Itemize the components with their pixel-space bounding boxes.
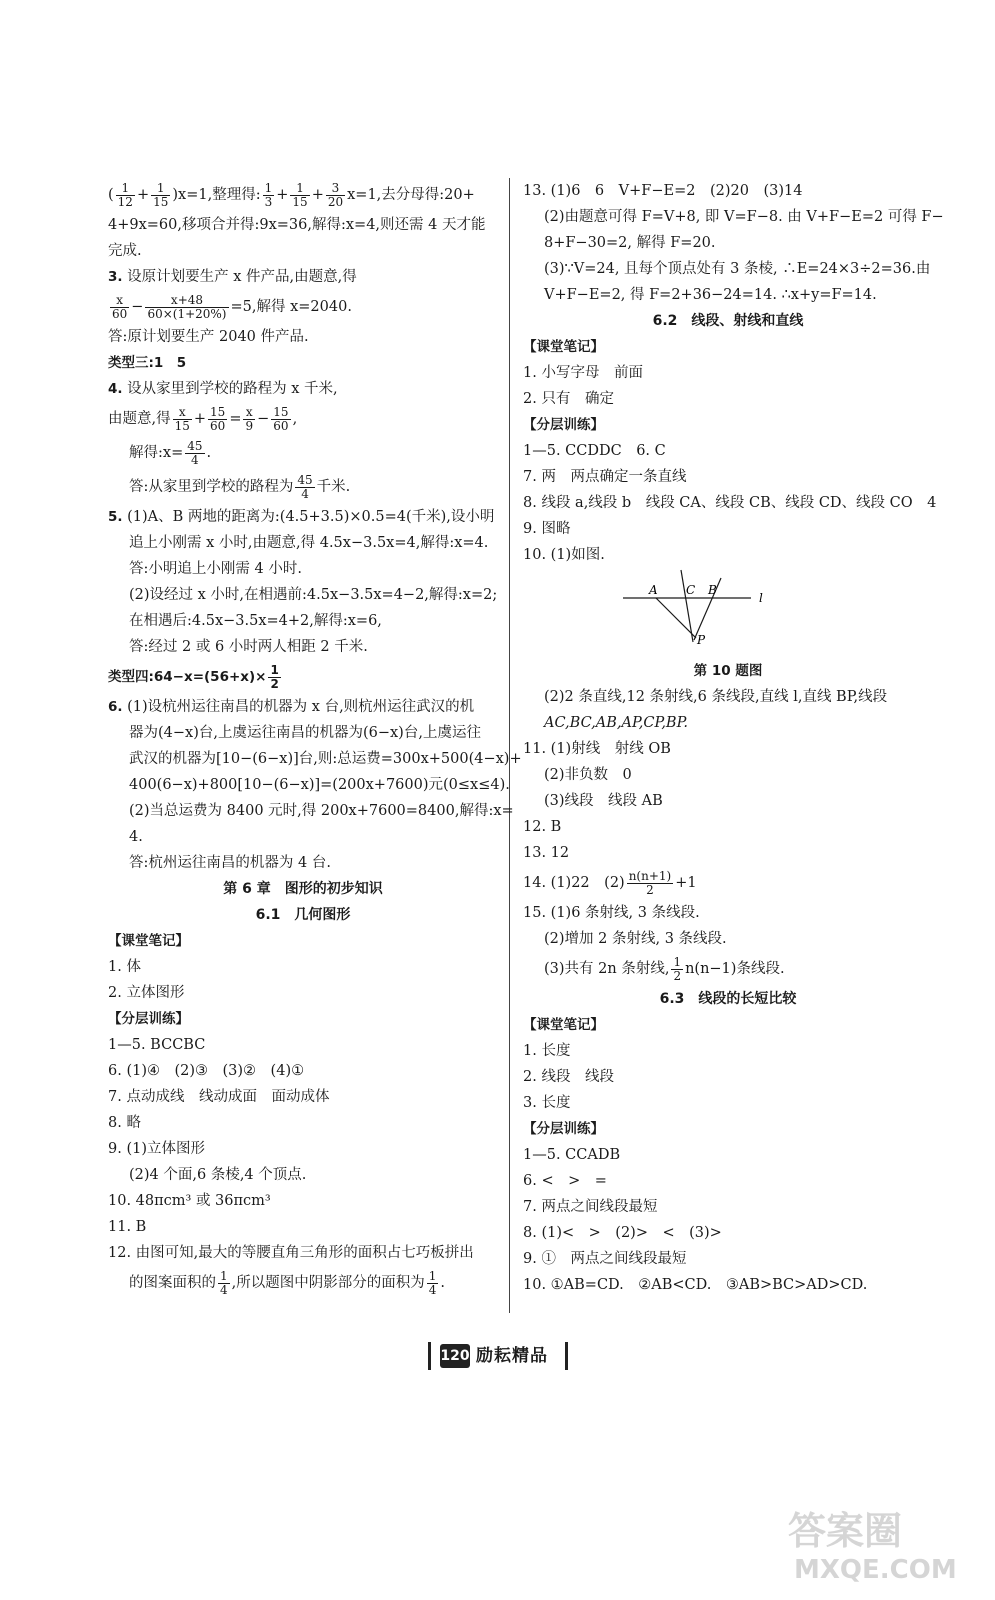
answer-item: 1. 长度 — [523, 1043, 571, 1059]
fraction: $\frac{x+48}{60\times(1+20\%)}$ — [147, 292, 227, 321]
answer-item: 2. 立体图形 — [108, 985, 185, 1001]
fraction: $\frac{1}{15}$ — [292, 180, 308, 209]
section-title: 6.3 线段的长短比较 — [659, 991, 797, 1007]
solution-line: 4+9x=60,移项合并得:9x=36,解得:x=4,则还需 4 天才能 — [108, 217, 486, 233]
fraction: $\frac{x}{15}$ — [174, 404, 190, 433]
answer-item: (3)线段 线段 AB — [544, 793, 663, 809]
section-label: 【分层训练】 — [523, 1121, 604, 1137]
fraction: $\frac{1}{4}$ — [220, 1268, 228, 1297]
chapter-title: 第 6 章 图形的初步知识 — [223, 881, 383, 897]
answer-item: 1—5. BCCBC — [108, 1037, 206, 1053]
answer-item: V+F−E=2, 得 F=2+36−24=14. ∴x+y=F=14. — [544, 287, 877, 303]
fraction: $\frac{1}{15}$ — [153, 180, 169, 209]
solution-line: ( $\frac{1}{12}$ + $\frac{1}{15}$ )x=1,整理得: $\frac{1}{3}$ + $\frac{1}{15}$ + $\frac{3}{20}$ x=1,去分母得:20+ — [108, 180, 475, 209]
solution-line: 完成. — [108, 243, 142, 259]
solution-line: 武汉的机器为[10−(6−x)]台,则:总运费=300x+500(4−x)+ — [129, 751, 522, 767]
answer-item: 10. ①AB=CD. ②AB<CD. ③AB>BC>AD>CD. — [523, 1277, 868, 1293]
solution-line: 解得:x= $\frac{45}{4}$ . — [129, 438, 212, 467]
answer-item: (2)非负数 0 — [544, 767, 632, 783]
fraction: $\frac{45}{4}$ — [187, 438, 203, 467]
footer-bar-right — [565, 1342, 568, 1370]
section-label: 【分层训练】 — [523, 417, 604, 433]
solution-line: 追上小刚需 x 小时,由题意,得 4.5x−3.5x=4,解得:x=4. — [129, 535, 489, 551]
fraction: $\frac{1}{2}$ — [673, 954, 682, 983]
watermark-url: MXQE.COM — [794, 1555, 957, 1585]
label-a: A — [649, 583, 658, 597]
section-title: 6.1 几何图形 — [255, 907, 351, 923]
right-column — [523, 178, 944, 1298]
answer-item: 14. (1)22 (2) $\frac{n(n+1)}{2}$ +1 — [523, 868, 697, 897]
answer-item: 11. B — [108, 1219, 147, 1235]
equation-line: 由题意,得 $\frac{x}{15}$ + $\frac{15}{60}$ = $\frac{x}{9}$ − $\frac{15}{60}$ , — [108, 404, 298, 433]
equation-line: $\frac{x}{60}$ − $\frac{x+48}{60\times(1+20\%)}$ =5,解得 x=2040. — [112, 292, 352, 321]
answer-item: (2)2 条直线,12 条射线,6 条线段,直线 l,直线 BP,线段 — [544, 689, 888, 705]
question-5: 5. (1)A、B 两地的距离为:(4.5+3.5)×0.5=4(千米),设小明 — [108, 509, 495, 525]
left-column — [108, 178, 522, 1300]
line-figure — [523, 568, 933, 658]
answer-item: (2)4 个面,6 条棱,4 个顶点. — [129, 1167, 307, 1183]
answer-item: 6. (1)④ (2)③ (3)② (4)① — [108, 1063, 305, 1079]
answer-item: (3)∵V=24, 且每个顶点处有 3 条棱, ∴E=24×3÷2=36.由 — [544, 261, 931, 277]
solution-line: (2)设经过 x 小时,在相遇前:4.5x−3.5x=4−2,解得:x=2; — [129, 587, 498, 603]
fraction: $\frac{1}{2}$ — [270, 662, 279, 691]
question-6: 6. (1)设杭州运往南昌的机器为 x 台,则杭州运往武汉的机 — [108, 699, 475, 715]
section-label: 【课堂笔记】 — [108, 933, 189, 949]
figure-caption: 第 10 题图 — [693, 663, 763, 679]
answer-item: 2. 只有 确定 — [523, 391, 614, 407]
answer-item: (2)增加 2 条射线, 3 条线段. — [544, 931, 727, 947]
fraction: $\frac{x}{60}$ — [112, 292, 128, 321]
fraction: $\frac{1}{12}$ — [117, 180, 133, 209]
label-l: l — [759, 591, 763, 605]
answer-line: 答:杭州运往南昌的机器为 4 台. — [129, 855, 331, 871]
answer-item: 8. 线段 a,线段 b 线段 CA、线段 CB、线段 CD、线段 CO 4 — [523, 495, 937, 511]
answer-item: AC,BC,AB,AP,CP,BP. — [544, 715, 689, 731]
answer-item: 9. (1)立体图形 — [108, 1141, 205, 1157]
segment-ap — [656, 598, 696, 638]
answer-line: 答:原计划要生产 2040 件产品. — [108, 329, 309, 345]
watermark-logo — [778, 1500, 978, 1586]
section-label: 【课堂笔记】 — [523, 339, 604, 355]
answer-item: 9. 图略 — [523, 521, 571, 537]
type-heading: 类型三:1 5 — [108, 355, 187, 371]
section-label: 【分层训练】 — [108, 1011, 189, 1027]
answer-item: 8. (1)< > (2)> < (3)> — [523, 1225, 722, 1241]
answer-item: (2)由题意可得 F=V+8, 即 V=F−8. 由 V+F−E=2 可得 F− — [544, 209, 944, 225]
page-number: 120 — [440, 1344, 470, 1368]
answer-item: 13. 12 — [523, 845, 570, 861]
type-heading: 类型四:64−x=(56+x)× $\frac{1}{2}$ — [108, 662, 279, 691]
geometry-diagram — [523, 568, 933, 658]
solution-line: 在相遇后:4.5x−3.5x=4+2,解得:x=6, — [129, 613, 382, 629]
answer-item: 1—5. CCDDC 6. C — [523, 443, 666, 459]
fraction: $\frac{1}{3}$ — [264, 180, 273, 209]
answer-item: 1. 小写字母 前面 — [523, 365, 643, 381]
answer-line: 答:经过 2 或 6 小时两人相距 2 千米. — [129, 639, 368, 655]
answer-item: 2. 线段 线段 — [523, 1069, 614, 1085]
answer-item: 1—5. CCADB — [523, 1147, 621, 1163]
answer-item: (3)共有 2n 条射线, $\frac{1}{2}$ n(n−1)条线段. — [544, 954, 785, 983]
label-p: P — [697, 633, 706, 647]
answer-item: 13. (1)6 6 V+F−E=2 (2)20 (3)14 — [523, 183, 803, 199]
answer-item: 7. 点动成线 线动成面 面动成体 — [108, 1089, 330, 1105]
solution-line: 4. — [129, 829, 143, 845]
answer-item: 8+F−30=2, 解得 F=20. — [544, 235, 716, 251]
fraction: $\frac{3}{20}$ — [327, 180, 344, 209]
label-c: C — [686, 583, 696, 597]
footer-bar-left — [428, 1342, 431, 1370]
answer-item: 1. 体 — [108, 959, 141, 975]
label-b: B — [708, 583, 717, 597]
answer-item: 3. 长度 — [523, 1095, 571, 1111]
answer-item: 10. 48πcm³ 或 36πcm³ — [108, 1193, 271, 1209]
solution-line: (2)当总运费为 8400 元时,得 200x+7600=8400,解得:x= — [129, 803, 514, 819]
answer-item: 7. 两 两点确定一条直线 — [523, 469, 687, 485]
fraction: $\frac{1}{4}$ — [428, 1268, 437, 1297]
fraction: $\frac{15}{60}$ — [210, 404, 226, 433]
brand-logo: 励耘精品 — [476, 1346, 548, 1366]
line-cp — [681, 570, 696, 642]
answer-line: 答:从家里到学校的路程为 $\frac{45}{4}$ 千米. — [129, 472, 351, 501]
answer-item: 15. (1)6 条射线, 3 条线段. — [523, 905, 700, 921]
fraction: $\frac{n(n+1)}{2}$ — [628, 868, 672, 897]
fraction: $\frac{15}{60}$ — [273, 404, 289, 433]
answer-item: 的图案面积的 $\frac{1}{4}$ ,所以题图中阴影部分的面积为 $\frac{1}{4}$ . — [129, 1268, 445, 1297]
answer-item: 12. B — [523, 819, 562, 835]
question-3: 3. 设原计划要生产 x 件产品,由题意,得 — [108, 269, 357, 285]
answer-item: 12. 由图可知,最大的等腰直角三角形的面积占七巧板拼出 — [108, 1245, 474, 1261]
fraction: $\frac{x}{9}$ — [245, 404, 254, 433]
solution-line: 器为(4−x)台,上虞运往南昌的机器为(6−x)台,上虞运往 — [129, 725, 481, 741]
answer-item: 11. (1)射线 射线 OB — [523, 741, 671, 757]
watermark-text: 答案圈 — [788, 1509, 903, 1553]
question-4: 4. 设从家里到学校的路程为 x 千米, — [108, 381, 338, 397]
answer-item: 9. ① 两点之间线段最短 — [523, 1251, 687, 1267]
section-title: 6.2 线段、射线和直线 — [652, 313, 804, 329]
page-footer — [428, 1342, 568, 1372]
section-label: 【课堂笔记】 — [523, 1017, 604, 1033]
answer-item: 8. 略 — [108, 1115, 141, 1131]
solution-line: 400(6−x)+800[10−(6−x)]=(200x+7600)元(0≤x≤4). — [129, 777, 510, 793]
answer-item: 10. (1)如图. — [523, 547, 605, 563]
answer-item: 7. 两点之间线段最短 — [523, 1199, 658, 1215]
answer-item: 6. < > = — [523, 1173, 607, 1189]
answer-line: 答:小明追上小刚需 4 小时. — [129, 561, 302, 577]
fraction: $\frac{45}{4}$ — [297, 472, 313, 501]
